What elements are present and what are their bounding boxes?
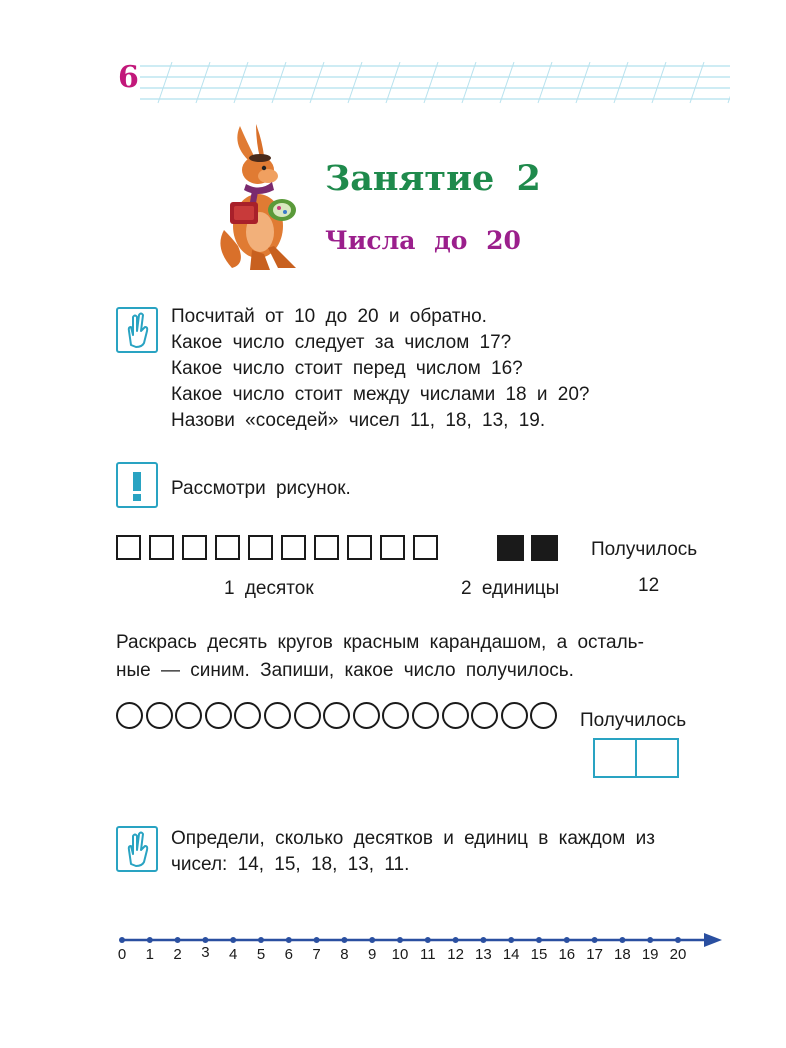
tens-label: 1 десяток [224, 578, 314, 599]
circle[interactable] [530, 702, 557, 729]
tick-label: 1 [145, 946, 154, 963]
tick-label: 20 [669, 946, 687, 963]
task3-text [116, 630, 644, 684]
tick-label: 12 [447, 946, 464, 963]
filled-square [531, 535, 558, 561]
empty-square [314, 535, 339, 560]
tick-point [397, 937, 403, 943]
task3-line: Раскрась десять кругов красным карандашом, а осталь- [116, 632, 644, 653]
tick-label: 3 [201, 944, 210, 961]
lesson-subtitle: Числа до 20 [325, 226, 521, 255]
tick-label: 0 [117, 946, 127, 963]
tick-labels [110, 946, 730, 968]
circle[interactable] [471, 702, 498, 729]
task4-line: чисел: 14, 15, 18, 13, 11. [171, 854, 410, 875]
tick-point [230, 937, 236, 943]
empty-square [182, 535, 207, 560]
header-grid [140, 62, 730, 108]
tick-label: 6 [284, 946, 293, 963]
tick-label: 9 [368, 946, 377, 963]
task2-result-label: Получилось [591, 539, 698, 560]
tick-point [647, 937, 653, 943]
empty-square [116, 535, 141, 560]
exclamation-icon [116, 462, 158, 508]
answer-cell[interactable] [593, 738, 637, 778]
task1-line: Какое число стоит между числами 18 и 20? [171, 384, 590, 405]
empty-square [149, 535, 174, 560]
task4-text [171, 826, 655, 878]
kangaroo-mascot [212, 118, 302, 273]
task4-line: Определи, сколько десятков и единиц в каждом из [171, 828, 655, 849]
tick-label: 4 [229, 946, 238, 963]
circle[interactable] [412, 702, 439, 729]
circle[interactable] [175, 702, 202, 729]
task1-line: Какое число следует за числом 17? [171, 332, 512, 353]
circle[interactable] [294, 702, 321, 729]
empty-square [215, 535, 240, 560]
tick-point [175, 937, 181, 943]
tick-label: 2 [173, 946, 182, 963]
task2-text: Рассмотри рисунок. [171, 478, 351, 499]
task1-line: Посчитай от 10 до 20 и обратно. [171, 306, 487, 327]
hand-pointing-icon [116, 307, 158, 353]
circle[interactable] [205, 702, 232, 729]
squares-row [116, 534, 566, 562]
tick-point [286, 937, 292, 943]
task2-result-value: 12 [638, 575, 660, 596]
filled-square [497, 535, 524, 561]
tick-point [619, 937, 625, 943]
tick-point [508, 937, 514, 943]
answer-box [593, 738, 680, 778]
tick-label: 13 [475, 946, 492, 963]
page-number: 6 [118, 60, 139, 95]
tick-label: 7 [312, 946, 321, 963]
tick-point [536, 937, 542, 943]
tick-point [258, 937, 264, 943]
task3-line: ные — синим. Запиши, какое число получилось. [116, 660, 574, 681]
tick-label: 18 [614, 946, 631, 963]
tick-label: 19 [641, 946, 659, 963]
tick-label: 11 [420, 946, 436, 963]
circle[interactable] [501, 702, 528, 729]
units-label: 2 единицы [461, 578, 560, 599]
circle[interactable] [382, 702, 409, 729]
tick-point [202, 937, 208, 943]
tick-point [592, 937, 598, 943]
empty-square [281, 535, 306, 560]
hand-pointing-icon [116, 826, 158, 872]
empty-square [248, 535, 273, 560]
tick-point [425, 937, 431, 943]
tick-label: 10 [391, 946, 409, 963]
task1-line: Какое число стоит перед числом 16? [171, 358, 523, 379]
tick-point [119, 937, 125, 943]
tick-point [480, 937, 486, 943]
tick-point [341, 937, 347, 943]
circle[interactable] [116, 702, 143, 729]
tick-point [314, 937, 320, 943]
answer-cell[interactable] [635, 738, 679, 778]
circle[interactable] [323, 702, 350, 729]
empty-square [347, 535, 372, 560]
tick-point [147, 937, 153, 943]
empty-square [380, 535, 405, 560]
empty-square [413, 535, 438, 560]
circle[interactable] [353, 702, 380, 729]
circle[interactable] [146, 702, 173, 729]
tick-label: 17 [586, 946, 603, 963]
tick-label: 16 [558, 946, 576, 963]
tick-point [675, 937, 681, 943]
tick-label: 14 [502, 946, 520, 963]
tick-point [369, 937, 375, 943]
task1-text [171, 304, 590, 434]
tick-label: 5 [256, 946, 266, 963]
lesson-title: Занятие 2 [325, 158, 541, 199]
circle[interactable] [442, 702, 469, 729]
arrow-head [704, 933, 722, 947]
tick-label: 8 [340, 946, 349, 963]
tick-point [564, 937, 570, 943]
task1-line: Назови «соседей» чисел 11, 18, 13, 19. [171, 410, 546, 431]
circles-row [116, 702, 561, 732]
task3-result-label: Получилось [580, 710, 687, 731]
circle[interactable] [264, 702, 291, 729]
circle[interactable] [234, 702, 261, 729]
tick-label: 15 [530, 946, 548, 963]
tick-point [453, 937, 459, 943]
